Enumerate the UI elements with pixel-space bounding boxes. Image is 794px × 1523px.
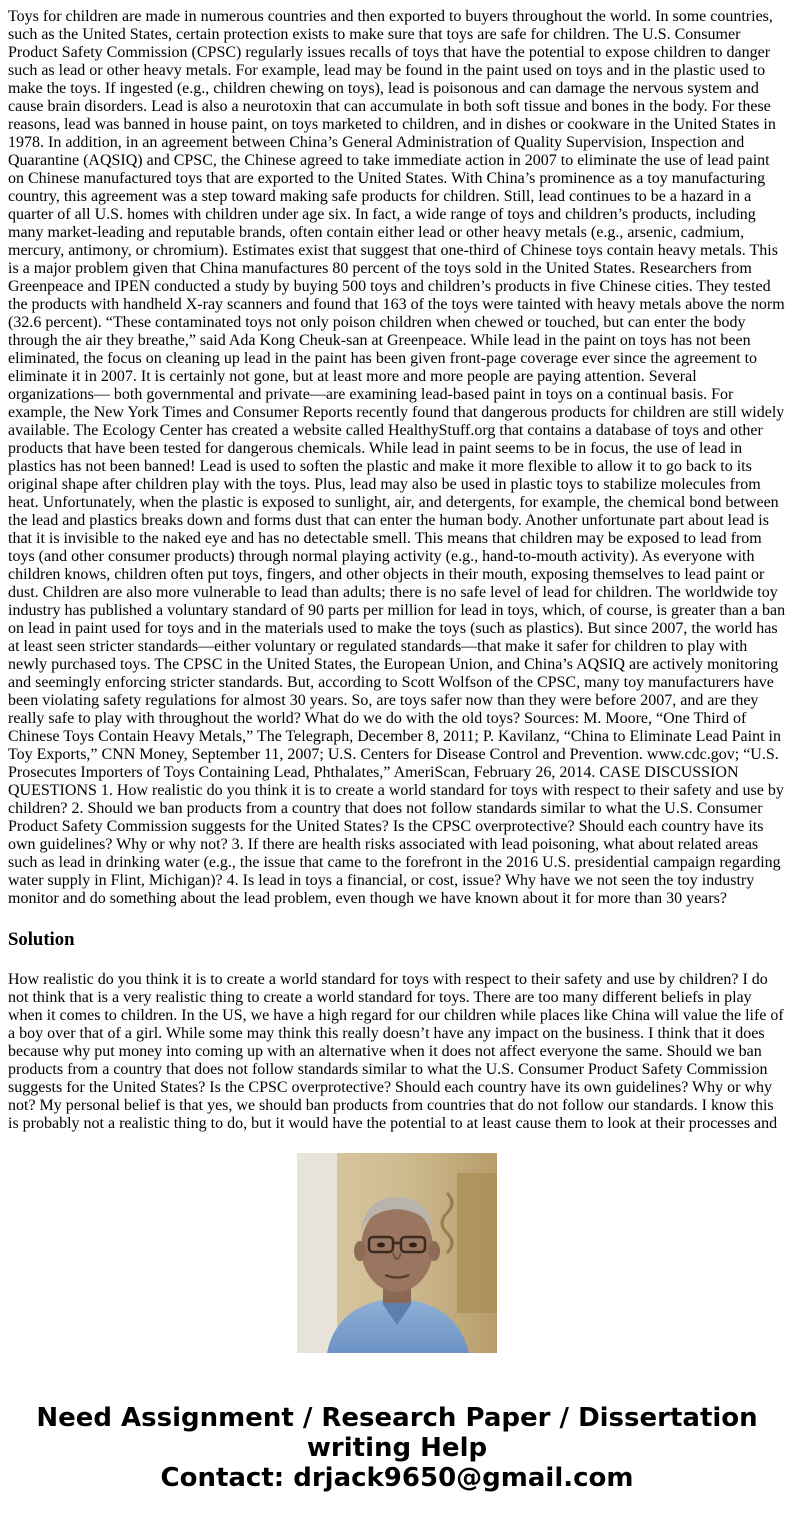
footer-line-2: writing Help: [306, 1433, 488, 1463]
contact-footer: [0, 1403, 794, 1493]
author-avatar: [297, 1153, 497, 1353]
solution-text: How realistic do you think it is to create a world standard for toys with respect to their safety and use by children? I do not think that is a very realistic thing to create a world standard for toys. There are too many different beliefs in play when it comes to children. In the US, we have a high regard for our children while places like China will value the life of a boy over that of a girl. While some may think this really doesn’t have any impact on the business. I think that it does because why put money into coming up with an alternative when it does not affect everyone the same. Should we ban products from a country that does not follow standards similar to what the U.S. Consumer Product Safety Commission suggests for the United States? Is the CPSC overprotective? Should each country have its own guidelines? Why or why not? My personal belief is that yes, we should ban products from countries that do not follow our standards. I know this is probably not a realistic thing to do, but it would have the potential to at least cause them to look at their processes and: [8, 971, 784, 1132]
footer-line-1: Need Assignment / Research Paper / Dissertation: [36, 1403, 758, 1433]
case-question-text: Toys for children are made in numerous countries and then exported to buyers throughout the world. In some countries, such as the United States, certain protection exists to make sure that toys are safe for children. The U.S. Consumer Product Safety Commission (CPSC) regularly issues recalls of toys that have the potential to expose children to danger such as lead or other heavy metals. For example, lead may be found in the paint used on toys and in the plastic used to make the toys. If ingested (e.g., children chewing on toys), lead is poisonous and can damage the nervous system and cause brain disorders. Lead is also a neurotoxin that can accumulate in both soft tissue and bones in the body. For these reasons, lead was banned in house paint, on toys marketed to children, and in dishes or cookware in the United States in 1978. In addition, in an agreement between China’s General Administration of Quality Supervision, Inspection and Quarantine (AQSIQ) and CPSC, the Chinese agreed to take immediate action in 2007 to eliminate the use of lead paint on Chinese manufactured toys that are exported to the United States. With China’s prominence as a toy manufacturing country, this agreement was a step toward making safe products for children. Still, lead continues to be a hazard in a quarter of all U.S. homes with children under age six. In fact, a wide range of toys and children’s products, including many market-leading and reputable brands, often contain either lead or other heavy metals (e.g., arsenic, cadmium, mercury, antimony, or chromium). Estimates exist that suggest that one-third of Chinese toys contain heavy metals. This is a major problem given that China manufactures 80 percent of the toys sold in the United States. Researchers from Greenpeace and IPEN conducted a study by buying 500 toys and children’s products in five Chinese cities. They tested the products with handheld X-ray scanners and found that 163 of the toys were tainted with heavy metals above the norm (32.6 percent). “These contaminated toys not only poison children when chewed or touched, but can enter the body through the air they breathe,” said Ada Kong Cheuk-san at Greenpeace. While lead in the paint on toys has not been eliminated, the focus on cleaning up lead in the paint has been given front-page coverage ever since the agreement to eliminate it in 2007. It is certainly not gone, but at least more and more people are paying attention. Several organizations— both governmental and private—are examining lead-based paint in toys on a continual basis. For example, the New York Times and Consumer Reports recently found that dangerous products for children are still widely available. The Ecology Center has created a website called HealthyStuff.org that contains a database of toys and other products that have been tested for dangerous chemicals. While lead in paint seems to be in focus, the use of lead in plastics has not been banned! Lead is used to soften the plastic and make it more flexible to allow it to go back to its original shape after children play with the toys. Plus, lead may also be used in plastic toys to stabilize molecules from heat. Unfortunately, when the plastic is exposed to sunlight, air, and detergents, for example, the chemical bond between the lead and plastics breaks down and forms dust that can enter the human body. Another unfortunate part about lead is that it is invisible to the naked eye and has no detectable smell. This means that children may be exposed to lead from toys (and other consumer products) through normal playing activity (e.g., hand-to-mouth activity). As everyone with children knows, children often put toys, fingers, and other objects in their mouth, exposing themselves to lead paint or dust. Children are also more vulnerable to lead than adults; there is no safe level of lead for children. The worldwide toy industry has published a voluntary standard of 90 parts per million for lead in toys, which, of course, is greater than a ban on lead in paint used for toys and in the materials used to make the toys (such as plastics). But since 2007, the world has at least seen stricter standards—either voluntary or regulated standards—that make it safer for children to play with newly purchased toys. The CPSC in the United States, the European Union, and China’s AQSIQ are actively monitoring and seemingly enforcing stricter standards. But, according to Scott Wolfson of the CPSC, many toy manufacturers have been violating safety regulations for almost 30 years. So, are toys safer now than they were before 2007, and are they really safe to play with throughout the world? What do we do with the old toys? Sources: M. Moore, “One Third of Chinese Toys Contain Heavy Metals,” The Telegraph, December 8, 2011; P. Kavilanz, “China to Eliminate Lead Paint in Toy Exports,” CNN Money, September 11, 2007; U.S. Centers for Disease Control and Prevention. www.cdc.gov; “U.S. Prosecutes Importers of Toys Containing Lead, Phthalates,” AmeriScan, February 26, 2014. CASE DISCUSSION QUESTIONS 1. How realistic do you think it is to create a world standard for toys with respect to their safety and use by children? 2. Should we ban products from a country that does not follow standards similar to what the U.S. Consumer Product Safety Commission suggests for the United States? Is the CPSC overprotective? Should each country have its own guidelines? Why or why not? 3. If there are health risks associated with lead poisoning, what about related areas such as lead in drinking water (e.g., the issue that came to the forefront in the 2016 U.S. presidential campaign regarding water supply in Flint, Michigan)? 4. Is lead in toys a financial, or cost, issue? Why have we not seen the toy industry monitor and do something about the lead problem, even though we have known about it for more than 30 years?: [8, 8, 786, 907]
person-photo-icon: [297, 1153, 497, 1353]
footer-contact-line: Contact: drjack9650@gmail.com: [160, 1463, 634, 1493]
solution-preview: [8, 971, 786, 1132]
document-content: [8, 8, 786, 1132]
solution-heading: Solution: [8, 929, 75, 950]
